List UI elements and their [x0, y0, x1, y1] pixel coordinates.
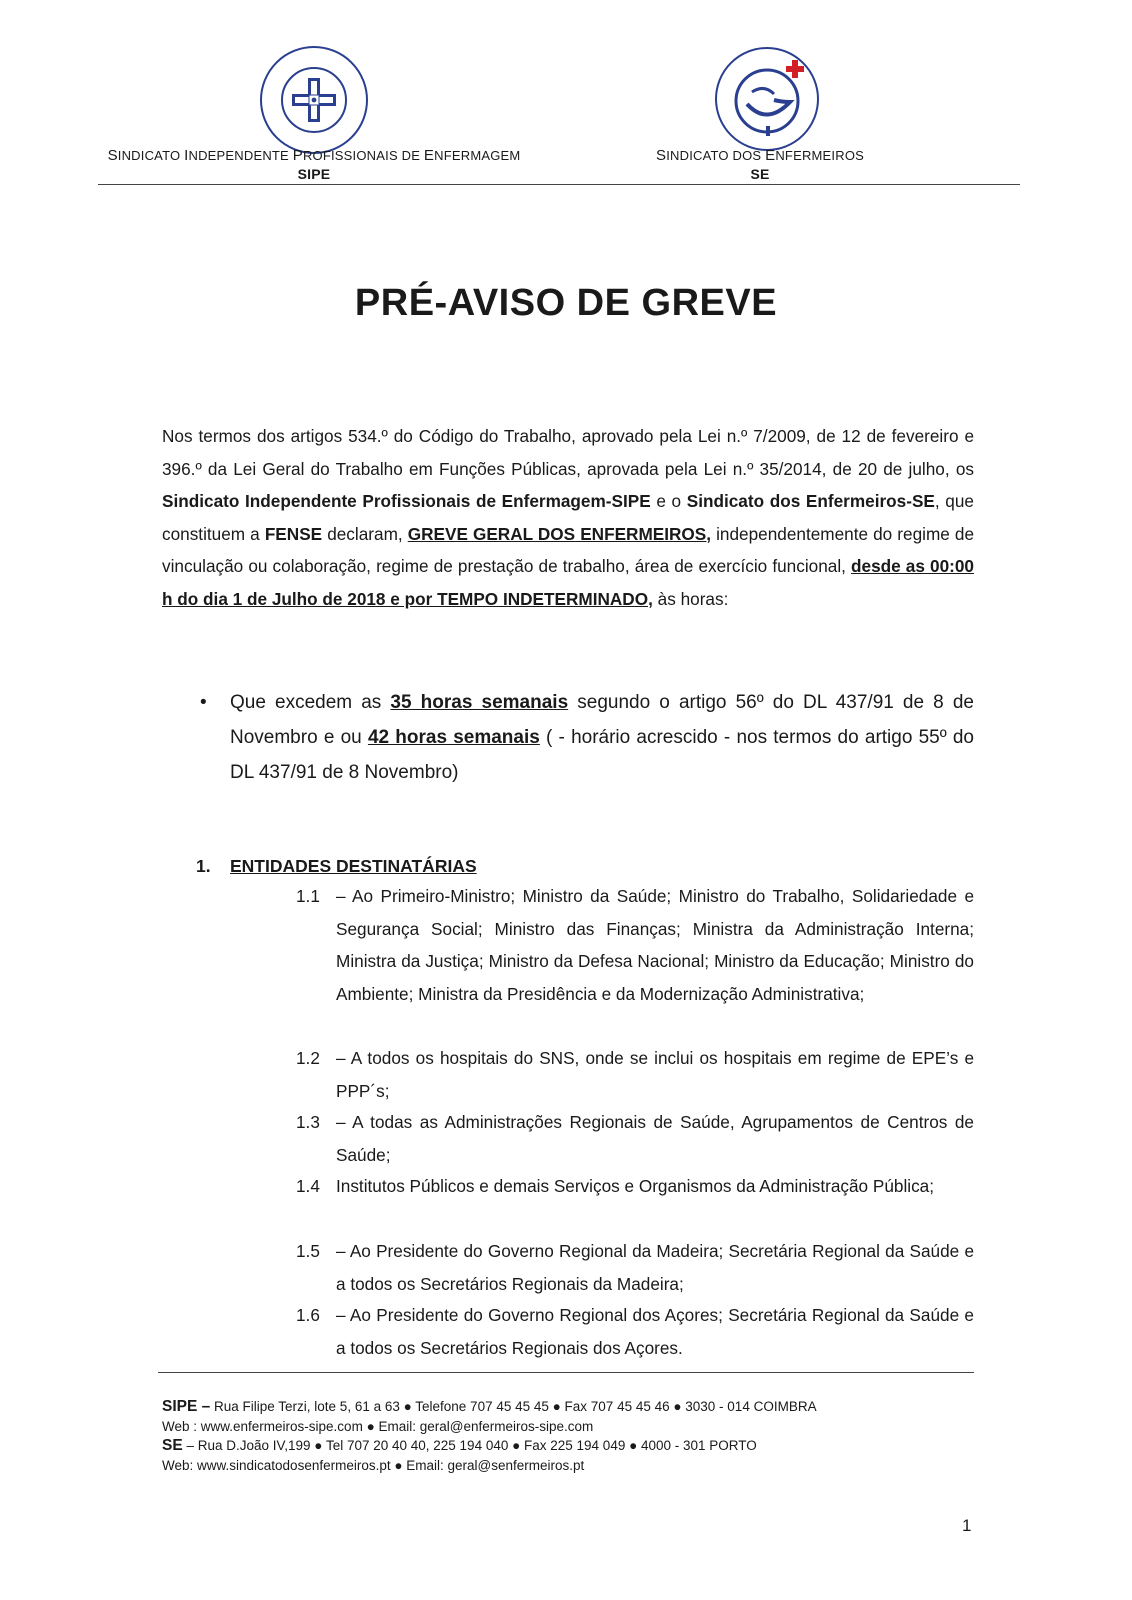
left-org-name: SINDICATO INDEPENDENTE PROFISSIONAIS DE ENFERMAGEM: [107, 147, 521, 164]
intro-paragraph: Nos termos dos artigos 534.º do Código do Trabalho, aprovado pela Lei n.º 7/2009, de 12 de fevereiro e 396.º da Lei Geral do Trabalho em Funções Públicas, aprovada pela Lei n.º 35/2014, de 20 de julho, os Sindicato Independente Profissionais de Enfermagem-SIPE e o Sindicato dos Enfermeiros-SE, que constituem a FENSE declaram, GREVE GERAL DOS ENFERMEIROS, independentemente do regime de vinculação ou colaboração, regime de prestação de trabalho, área de exercício funcional, desde as 00:00 h do dia 1 de Julho de 2018 e por TEMPO INDETERMINADO, às horas:: [162, 426, 975, 609]
strike-start: desde as 00:00 h do dia 1 de Julho de 2018 e por TEMPO INDETERMINADO,: [162, 556, 974, 609]
list-item: 1.6 – Ao Presidente do Governo Regional dos Açores; Secretária Regional da Saúde e a todos os Secretários Regionais dos Açores.: [296, 1305, 974, 1358]
header-left-org: [98, 147, 530, 182]
list-item: 1.4 Institutos Públicos e demais Serviços e Organismos da Administração Pública;: [296, 1176, 935, 1196]
bullet-hours: Que excedem as 35 horas semanais segundo o artigo 56º do DL 437/91 de 8 de Novembro e ou 42 horas semanais ( - horário acrescido - nos termos do artigo 55º do DL 437/91 de 8 Novembro): [230, 692, 975, 783]
footer-divider: [158, 1372, 974, 1373]
header-right-org: [640, 147, 880, 182]
footer-se-web: Web: www.sindicatodosenfermeiros.pt ● Email: geral@senfermeiros.pt: [162, 1458, 585, 1473]
page-title: PRÉ-AVISO DE GREVE: [354, 282, 778, 324]
strike-declaration: GREVE GERAL DOS ENFERMEIROS,: [407, 523, 712, 544]
page-number: 1: [962, 1516, 972, 1535]
right-org-abbr: SE: [750, 166, 770, 182]
sipe-logo: [258, 44, 370, 156]
se-name: Sindicato dos Enfermeiros-SE: [686, 491, 935, 511]
left-org-abbr: SIPE: [297, 166, 331, 182]
list-item: 1.2 – A todos os hospitais do SNS, onde se inclui os hospitais em regime de EPE’s e PPP´s;: [296, 1048, 974, 1101]
footer-se-address: SE – Rua D.João IV,199 ● Tel 707 20 40 40, 225 194 040 ● Fax 225 194 049 ● 4000 - 301 PORTO: [162, 1437, 757, 1454]
se-seal-icon: [712, 44, 822, 154]
sipe-name: Sindicato Independente Profissionais de Enfermagem-SIPE: [162, 491, 651, 511]
list-item: 1.1 – Ao Primeiro-Ministro; Ministro da Saúde; Ministro do Trabalho, Solidariedade e Segurança Social; Ministro das Finanças; Ministra da Administração Interna; Ministra da Justiça; Ministro da Defesa Nacional; Ministro da Educação; Ministro do Ambiente; Ministra da Presidência e da Modernização Administrativa;: [296, 886, 974, 1004]
right-org-name: SINDICATO DOS ENFERMEIROS: [655, 147, 865, 164]
fense-name: FENSE: [264, 523, 323, 544]
sipe-seal-icon: [258, 44, 370, 156]
section-heading: 1. ENTIDADES DESTINATÁRIAS: [196, 856, 477, 876]
header-divider: [98, 184, 1020, 185]
se-logo: [712, 44, 822, 154]
footer-sipe-web: Web : www.enfermeiros-sipe.com ● Email: geral@enfermeiros-sipe.com: [162, 1419, 594, 1434]
footer-sipe-address: SIPE – Rua Filipe Terzi, lote 5, 61 a 63 ● Telefone 707 45 45 45 ● Fax 707 45 45 46 ● 3030 - 014 COIMBRA: [162, 1398, 817, 1415]
list-item: 1.5 – Ao Presidente do Governo Regional da Madeira; Secretária Regional da Saúde e a todos os Secretários Regionais da Madeira;: [296, 1241, 974, 1294]
bullet-icon: •: [200, 692, 207, 713]
list-item: 1.3 – A todas as Administrações Regionais de Saúde, Agrupamentos de Centros de Saúde;: [296, 1112, 974, 1165]
